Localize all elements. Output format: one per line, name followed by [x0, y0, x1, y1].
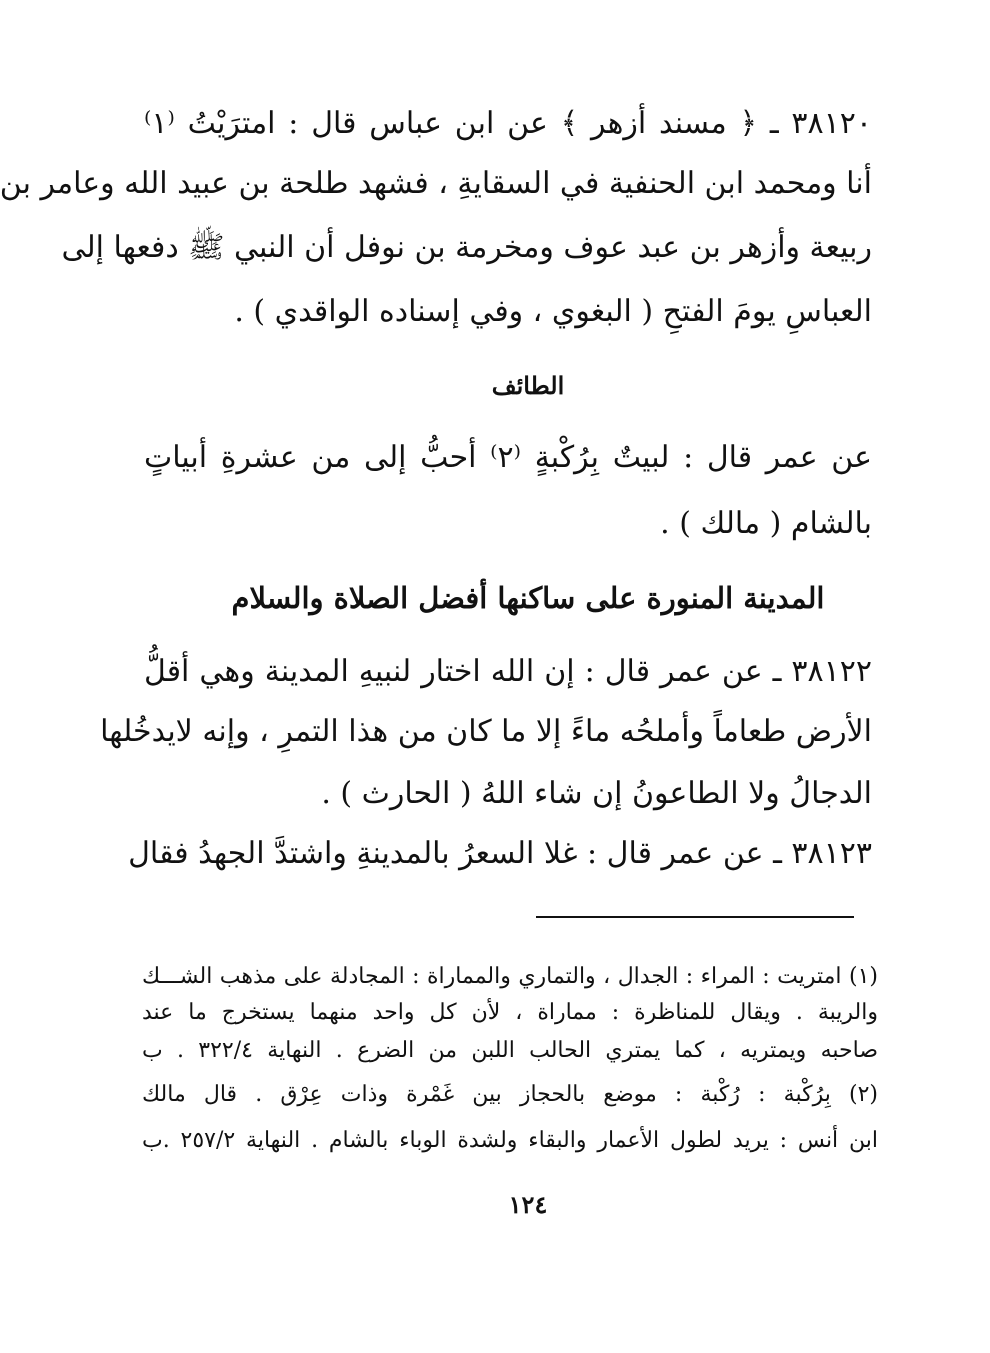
text-line: الدجالُ ولا الطاعونُ إن شاء اللهُ ( الحارث ) . [321, 776, 872, 811]
text-line: ربيعة وأزهر بن عبد عوف ومخرمة بن نوفل أن النبي ﷺ دفعها إلى [61, 230, 872, 265]
text-line: أنا ومحمد ابن الحنفية في السقايةِ ، فشهد طلحة بن عبيد الله وعامر بن [0, 166, 872, 201]
footnote-line: (٢) بِرُكْبة : رُكْبة : موضع بالحجاز بين غَمْرة وذات عِرْق . قال مالك [142, 1082, 878, 1107]
footnote-divider [536, 916, 854, 918]
footnote-line: صاحبه ويمتريه ، كما يمتري الحالب اللبن من الضرع . النهاية ٣٢٢/٤ . ب [142, 1038, 878, 1063]
text-line: ٣٨١٢٣ ـ عن عمر قال : غلا السعرُ بالمدينةِ واشتدَّ الجهدُ فقال [128, 836, 872, 871]
text-line: الأرض طعاماً وأملحُه ماءً إلا ما كان من هذا التمرِ ، وإنه لايدخُلها [100, 714, 872, 749]
text-line: العباسِ يومَ الفتحِ ( البغوي ، وفي إسناده الواقدي ) . [234, 294, 872, 329]
text-line: ٣٨١٢٠ ـ ﴿ مسند أزهر ﴾ عن ابن عباس قال : امترَيْتُ ⁽١⁾ [144, 106, 872, 141]
page-number: ١٢٤ [508, 1190, 548, 1219]
section-heading: المدينة المنورة على ساكنها أفضل الصلاة والسلام [231, 581, 825, 615]
section-heading: الطائف [491, 371, 565, 400]
text-line: عن عمر قال : لبيتٌ بِرُكْبةٍ ⁽٢⁾ أحبُّ إلى من عشرةِ أبياتٍ [144, 440, 873, 475]
footnote-line: (١) امتريت : المراء : الجدال ، والتماري والمماراة : المجادلة على مذهب الشـــك [142, 964, 878, 989]
footnote-line: ابن أنس : يريد لطول الأعمار والبقاء ولشدة الوباء بالشام . النهاية ٢٥٧/٢ .ب [142, 1128, 878, 1153]
footnote-line: والريبة . ويقال للمناظرة : مماراة ، لأن كل واحد منهما يستخرج ما عند [142, 1000, 878, 1025]
text-line: بالشام ( مالك ) . [660, 506, 872, 541]
text-line: ٣٨١٢٢ ـ عن عمر قال : إن الله اختار لنبيهِ المدينة وهي أقلُّ [144, 654, 872, 689]
